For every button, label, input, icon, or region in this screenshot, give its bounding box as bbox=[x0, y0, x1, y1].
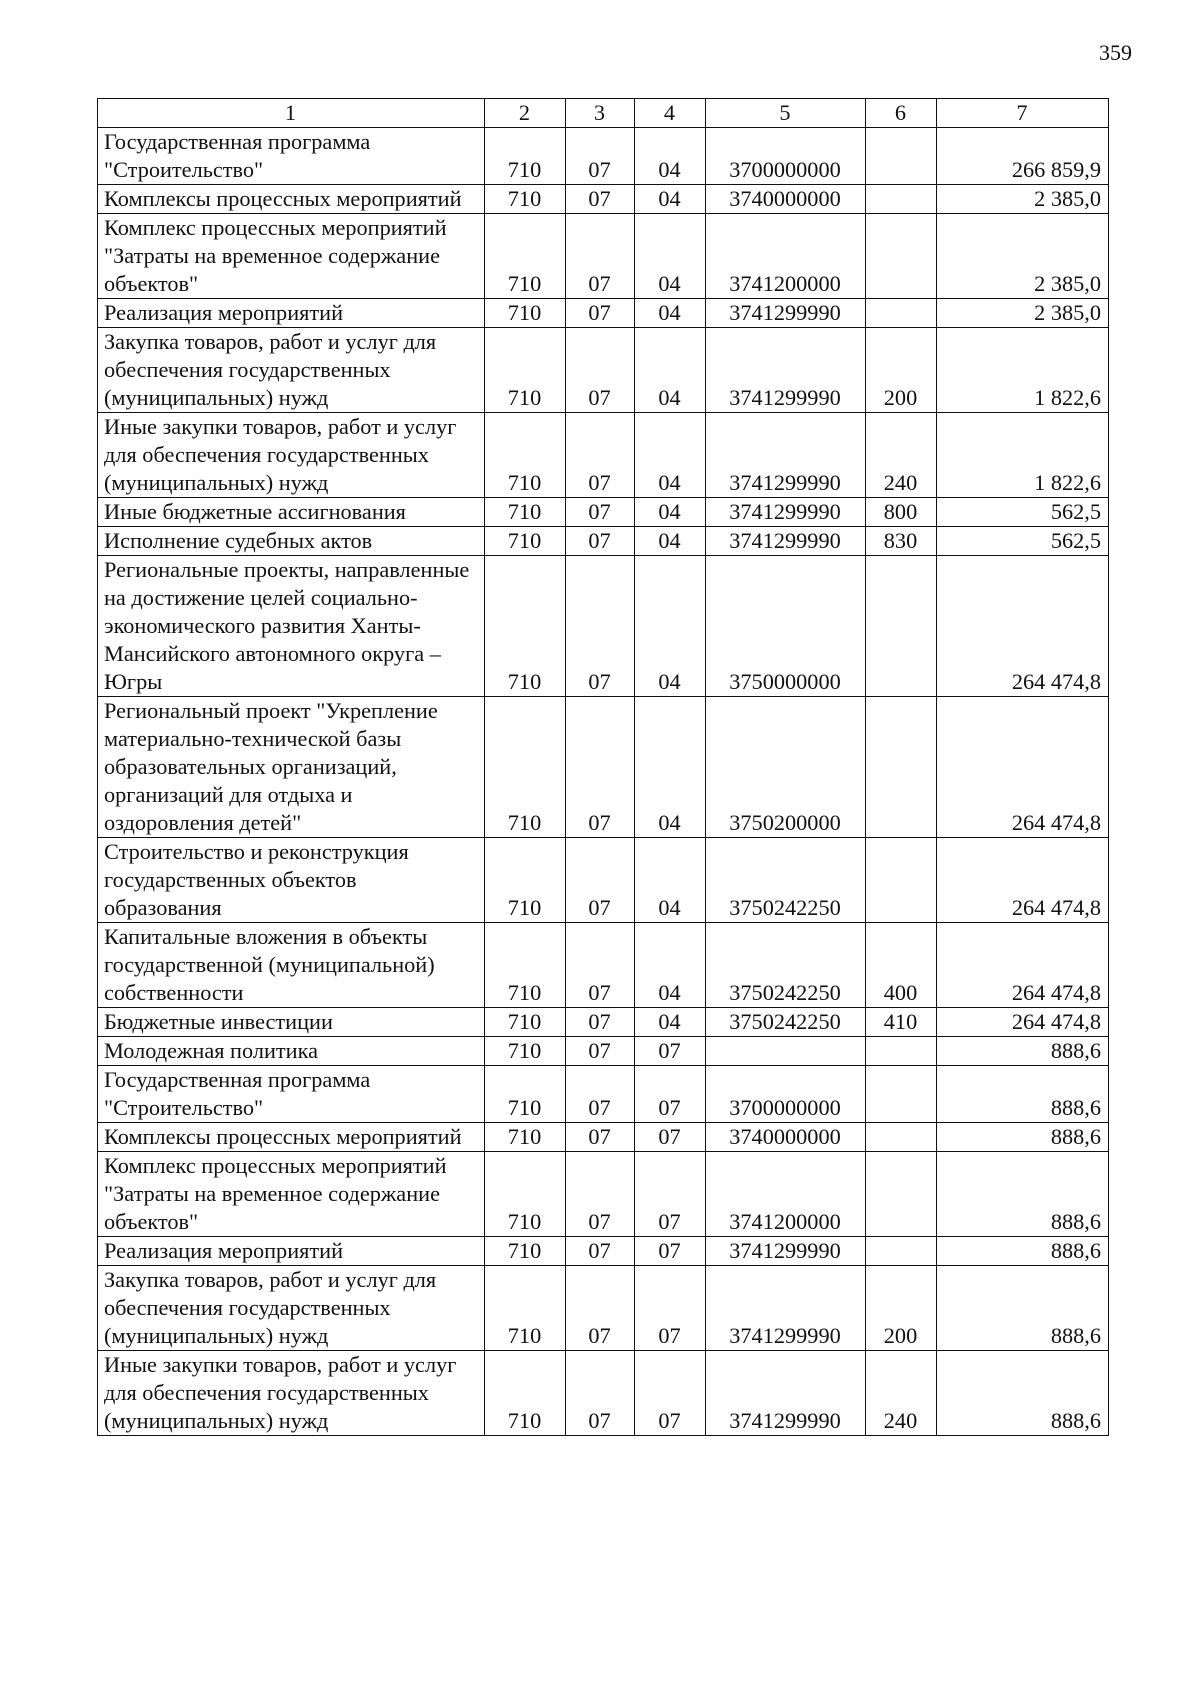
expense-type-cell bbox=[866, 1237, 937, 1266]
expense-type-cell bbox=[866, 838, 937, 923]
amount-cell: 888,6 bbox=[937, 1237, 1109, 1266]
expense-type-cell bbox=[866, 214, 937, 299]
subsection-code-cell: 04 bbox=[635, 214, 706, 299]
table-row bbox=[98, 1266, 1109, 1351]
amount-cell: 1 822,6 bbox=[937, 413, 1109, 498]
target-article-cell: 3741299990 bbox=[706, 1237, 866, 1266]
target-article-cell: 3741299990 bbox=[706, 299, 866, 328]
table-row bbox=[98, 923, 1109, 1008]
expense-type-cell: 200 bbox=[866, 328, 937, 413]
target-article-cell: 3741299990 bbox=[706, 1351, 866, 1436]
ministry-code-cell: 710 bbox=[485, 923, 566, 1008]
target-article-cell: 3741200000 bbox=[706, 214, 866, 299]
ministry-code-cell: 710 bbox=[485, 1008, 566, 1037]
row-name-cell: Молодежная политика bbox=[98, 1037, 485, 1066]
column-header-5: 5 bbox=[706, 99, 866, 128]
ministry-code-cell: 710 bbox=[485, 299, 566, 328]
ministry-code-cell: 710 bbox=[485, 1152, 566, 1237]
section-code-cell: 07 bbox=[566, 185, 635, 214]
section-code-cell: 07 bbox=[566, 498, 635, 527]
subsection-code-cell: 04 bbox=[635, 923, 706, 1008]
ministry-code-cell: 710 bbox=[485, 413, 566, 498]
ministry-code-cell: 710 bbox=[485, 1266, 566, 1351]
section-code-cell: 07 bbox=[566, 328, 635, 413]
expense-type-cell bbox=[866, 1037, 937, 1066]
row-name-cell: Строительство и реконструкция государственных объектов образования bbox=[98, 838, 485, 923]
amount-cell: 888,6 bbox=[937, 1066, 1109, 1123]
row-name-cell: Исполнение судебных актов bbox=[98, 527, 485, 556]
ministry-code-cell: 710 bbox=[485, 1351, 566, 1436]
table-row bbox=[98, 697, 1109, 838]
row-name-cell: Иные закупки товаров, работ и услуг для обеспечения государственных (муниципальных) нужд bbox=[98, 413, 485, 498]
table-row bbox=[98, 1123, 1109, 1152]
target-article-cell: 3740000000 bbox=[706, 1123, 866, 1152]
ministry-code-cell: 710 bbox=[485, 556, 566, 697]
subsection-code-cell: 04 bbox=[635, 413, 706, 498]
table-row bbox=[98, 838, 1109, 923]
ministry-code-cell: 710 bbox=[485, 214, 566, 299]
target-article-cell: 3750242250 bbox=[706, 838, 866, 923]
table-body bbox=[98, 128, 1109, 1436]
table-header-row bbox=[98, 99, 1109, 128]
amount-cell: 264 474,8 bbox=[937, 556, 1109, 697]
page-number: 359 bbox=[1099, 40, 1132, 65]
section-code-cell: 07 bbox=[566, 556, 635, 697]
subsection-code-cell: 04 bbox=[635, 185, 706, 214]
row-name-cell: Закупка товаров, работ и услуг для обеспечения государственных (муниципальных) нужд bbox=[98, 1266, 485, 1351]
expense-type-cell: 200 bbox=[866, 1266, 937, 1351]
section-code-cell: 07 bbox=[566, 923, 635, 1008]
expense-type-cell: 240 bbox=[866, 413, 937, 498]
table-row bbox=[98, 1066, 1109, 1123]
subsection-code-cell: 07 bbox=[635, 1123, 706, 1152]
section-code-cell: 07 bbox=[566, 838, 635, 923]
subsection-code-cell: 04 bbox=[635, 527, 706, 556]
row-name-cell: Комплекс процессных мероприятий "Затраты на временное содержание объектов" bbox=[98, 1152, 485, 1237]
table-row bbox=[98, 328, 1109, 413]
column-header-7: 7 bbox=[937, 99, 1109, 128]
row-name-cell: Реализация мероприятий bbox=[98, 299, 485, 328]
row-name-cell: Государственная программа "Строительство" bbox=[98, 1066, 485, 1123]
column-header-4: 4 bbox=[635, 99, 706, 128]
amount-cell: 888,6 bbox=[937, 1123, 1109, 1152]
target-article-cell: 3741299990 bbox=[706, 527, 866, 556]
expense-type-cell bbox=[866, 128, 937, 185]
row-name-cell: Капитальные вложения в объекты государственной (муниципальной) собственности bbox=[98, 923, 485, 1008]
subsection-code-cell: 07 bbox=[635, 1037, 706, 1066]
row-name-cell: Комплексы процессных мероприятий bbox=[98, 185, 485, 214]
ministry-code-cell: 710 bbox=[485, 128, 566, 185]
column-header-3: 3 bbox=[566, 99, 635, 128]
section-code-cell: 07 bbox=[566, 1152, 635, 1237]
table-row bbox=[98, 128, 1109, 185]
expense-type-cell: 800 bbox=[866, 498, 937, 527]
table-row bbox=[98, 1037, 1109, 1066]
target-article-cell: 3741299990 bbox=[706, 328, 866, 413]
table-row bbox=[98, 498, 1109, 527]
table-row bbox=[98, 1008, 1109, 1037]
amount-cell: 562,5 bbox=[937, 498, 1109, 527]
amount-cell: 2 385,0 bbox=[937, 214, 1109, 299]
amount-cell: 1 822,6 bbox=[937, 328, 1109, 413]
expense-type-cell bbox=[866, 1152, 937, 1237]
row-name-cell: Государственная программа "Строительство" bbox=[98, 128, 485, 185]
row-name-cell: Бюджетные инвестиции bbox=[98, 1008, 485, 1037]
section-code-cell: 07 bbox=[566, 1123, 635, 1152]
row-name-cell: Закупка товаров, работ и услуг для обеспечения государственных (муниципальных) нужд bbox=[98, 328, 485, 413]
target-article-cell: 3750242250 bbox=[706, 923, 866, 1008]
table-row bbox=[98, 556, 1109, 697]
expense-type-cell: 410 bbox=[866, 1008, 937, 1037]
row-name-cell: Иные бюджетные ассигнования bbox=[98, 498, 485, 527]
target-article-cell: 3750200000 bbox=[706, 697, 866, 838]
ministry-code-cell: 710 bbox=[485, 697, 566, 838]
table-row bbox=[98, 299, 1109, 328]
section-code-cell: 07 bbox=[566, 1237, 635, 1266]
ministry-code-cell: 710 bbox=[485, 1237, 566, 1266]
table-row bbox=[98, 185, 1109, 214]
column-header-6: 6 bbox=[866, 99, 937, 128]
subsection-code-cell: 04 bbox=[635, 838, 706, 923]
ministry-code-cell: 710 bbox=[485, 1066, 566, 1123]
expense-type-cell bbox=[866, 299, 937, 328]
row-name-cell: Реализация мероприятий bbox=[98, 1237, 485, 1266]
target-article-cell: 3741200000 bbox=[706, 1152, 866, 1237]
amount-cell: 266 859,9 bbox=[937, 128, 1109, 185]
section-code-cell: 07 bbox=[566, 697, 635, 838]
ministry-code-cell: 710 bbox=[485, 185, 566, 214]
subsection-code-cell: 07 bbox=[635, 1237, 706, 1266]
amount-cell: 888,6 bbox=[937, 1351, 1109, 1436]
ministry-code-cell: 710 bbox=[485, 527, 566, 556]
table-row bbox=[98, 1237, 1109, 1266]
amount-cell: 264 474,8 bbox=[937, 838, 1109, 923]
row-name-cell: Комплекс процессных мероприятий "Затраты на временное содержание объектов" bbox=[98, 214, 485, 299]
section-code-cell: 07 bbox=[566, 299, 635, 328]
expense-type-cell bbox=[866, 1123, 937, 1152]
budget-table bbox=[97, 98, 1109, 1436]
subsection-code-cell: 04 bbox=[635, 1008, 706, 1037]
subsection-code-cell: 07 bbox=[635, 1152, 706, 1237]
section-code-cell: 07 bbox=[566, 1351, 635, 1436]
amount-cell: 888,6 bbox=[937, 1266, 1109, 1351]
ministry-code-cell: 710 bbox=[485, 1037, 566, 1066]
row-name-cell: Комплексы процессных мероприятий bbox=[98, 1123, 485, 1152]
subsection-code-cell: 07 bbox=[635, 1066, 706, 1123]
table-row bbox=[98, 413, 1109, 498]
amount-cell: 264 474,8 bbox=[937, 1008, 1109, 1037]
section-code-cell: 07 bbox=[566, 214, 635, 299]
section-code-cell: 07 bbox=[566, 1008, 635, 1037]
ministry-code-cell: 710 bbox=[485, 838, 566, 923]
subsection-code-cell: 04 bbox=[635, 556, 706, 697]
expense-type-cell bbox=[866, 1066, 937, 1123]
table-row bbox=[98, 1152, 1109, 1237]
target-article-cell: 3700000000 bbox=[706, 128, 866, 185]
amount-cell: 2 385,0 bbox=[937, 299, 1109, 328]
subsection-code-cell: 04 bbox=[635, 328, 706, 413]
amount-cell: 264 474,8 bbox=[937, 697, 1109, 838]
target-article-cell: 3700000000 bbox=[706, 1066, 866, 1123]
expense-type-cell: 400 bbox=[866, 923, 937, 1008]
amount-cell: 2 385,0 bbox=[937, 185, 1109, 214]
table-row bbox=[98, 214, 1109, 299]
expense-type-cell: 830 bbox=[866, 527, 937, 556]
target-article-cell: 3750242250 bbox=[706, 1008, 866, 1037]
target-article-cell: 3740000000 bbox=[706, 185, 866, 214]
column-header-2: 2 bbox=[485, 99, 566, 128]
expense-type-cell bbox=[866, 556, 937, 697]
amount-cell: 888,6 bbox=[937, 1037, 1109, 1066]
column-header-1: 1 bbox=[98, 99, 485, 128]
target-article-cell: 3741299990 bbox=[706, 413, 866, 498]
row-name-cell: Иные закупки товаров, работ и услуг для обеспечения государственных (муниципальных) нужд bbox=[98, 1351, 485, 1436]
table-row bbox=[98, 1351, 1109, 1436]
target-article-cell: 3741299990 bbox=[706, 498, 866, 527]
expense-type-cell bbox=[866, 697, 937, 838]
expense-type-cell bbox=[866, 185, 937, 214]
subsection-code-cell: 04 bbox=[635, 498, 706, 527]
section-code-cell: 07 bbox=[566, 527, 635, 556]
subsection-code-cell: 07 bbox=[635, 1351, 706, 1436]
amount-cell: 888,6 bbox=[937, 1152, 1109, 1237]
section-code-cell: 07 bbox=[566, 128, 635, 185]
section-code-cell: 07 bbox=[566, 1037, 635, 1066]
subsection-code-cell: 04 bbox=[635, 128, 706, 185]
section-code-cell: 07 bbox=[566, 1266, 635, 1351]
ministry-code-cell: 710 bbox=[485, 498, 566, 527]
ministry-code-cell: 710 bbox=[485, 1123, 566, 1152]
subsection-code-cell: 07 bbox=[635, 1266, 706, 1351]
section-code-cell: 07 bbox=[566, 413, 635, 498]
ministry-code-cell: 710 bbox=[485, 328, 566, 413]
target-article-cell bbox=[706, 1037, 866, 1066]
section-code-cell: 07 bbox=[566, 1066, 635, 1123]
subsection-code-cell: 04 bbox=[635, 299, 706, 328]
target-article-cell: 3750000000 bbox=[706, 556, 866, 697]
table-row bbox=[98, 527, 1109, 556]
amount-cell: 562,5 bbox=[937, 527, 1109, 556]
target-article-cell: 3741299990 bbox=[706, 1266, 866, 1351]
row-name-cell: Региональный проект "Укрепление материально-технической базы образовательных организаций, организаций для отдыха и оздоровления детей" bbox=[98, 697, 485, 838]
subsection-code-cell: 04 bbox=[635, 697, 706, 838]
expense-type-cell: 240 bbox=[866, 1351, 937, 1436]
amount-cell: 264 474,8 bbox=[937, 923, 1109, 1008]
row-name-cell: Региональные проекты, направленные на достижение целей социально-экономического развития Ханты-Мансийского автономного округа – Югры bbox=[98, 556, 485, 697]
